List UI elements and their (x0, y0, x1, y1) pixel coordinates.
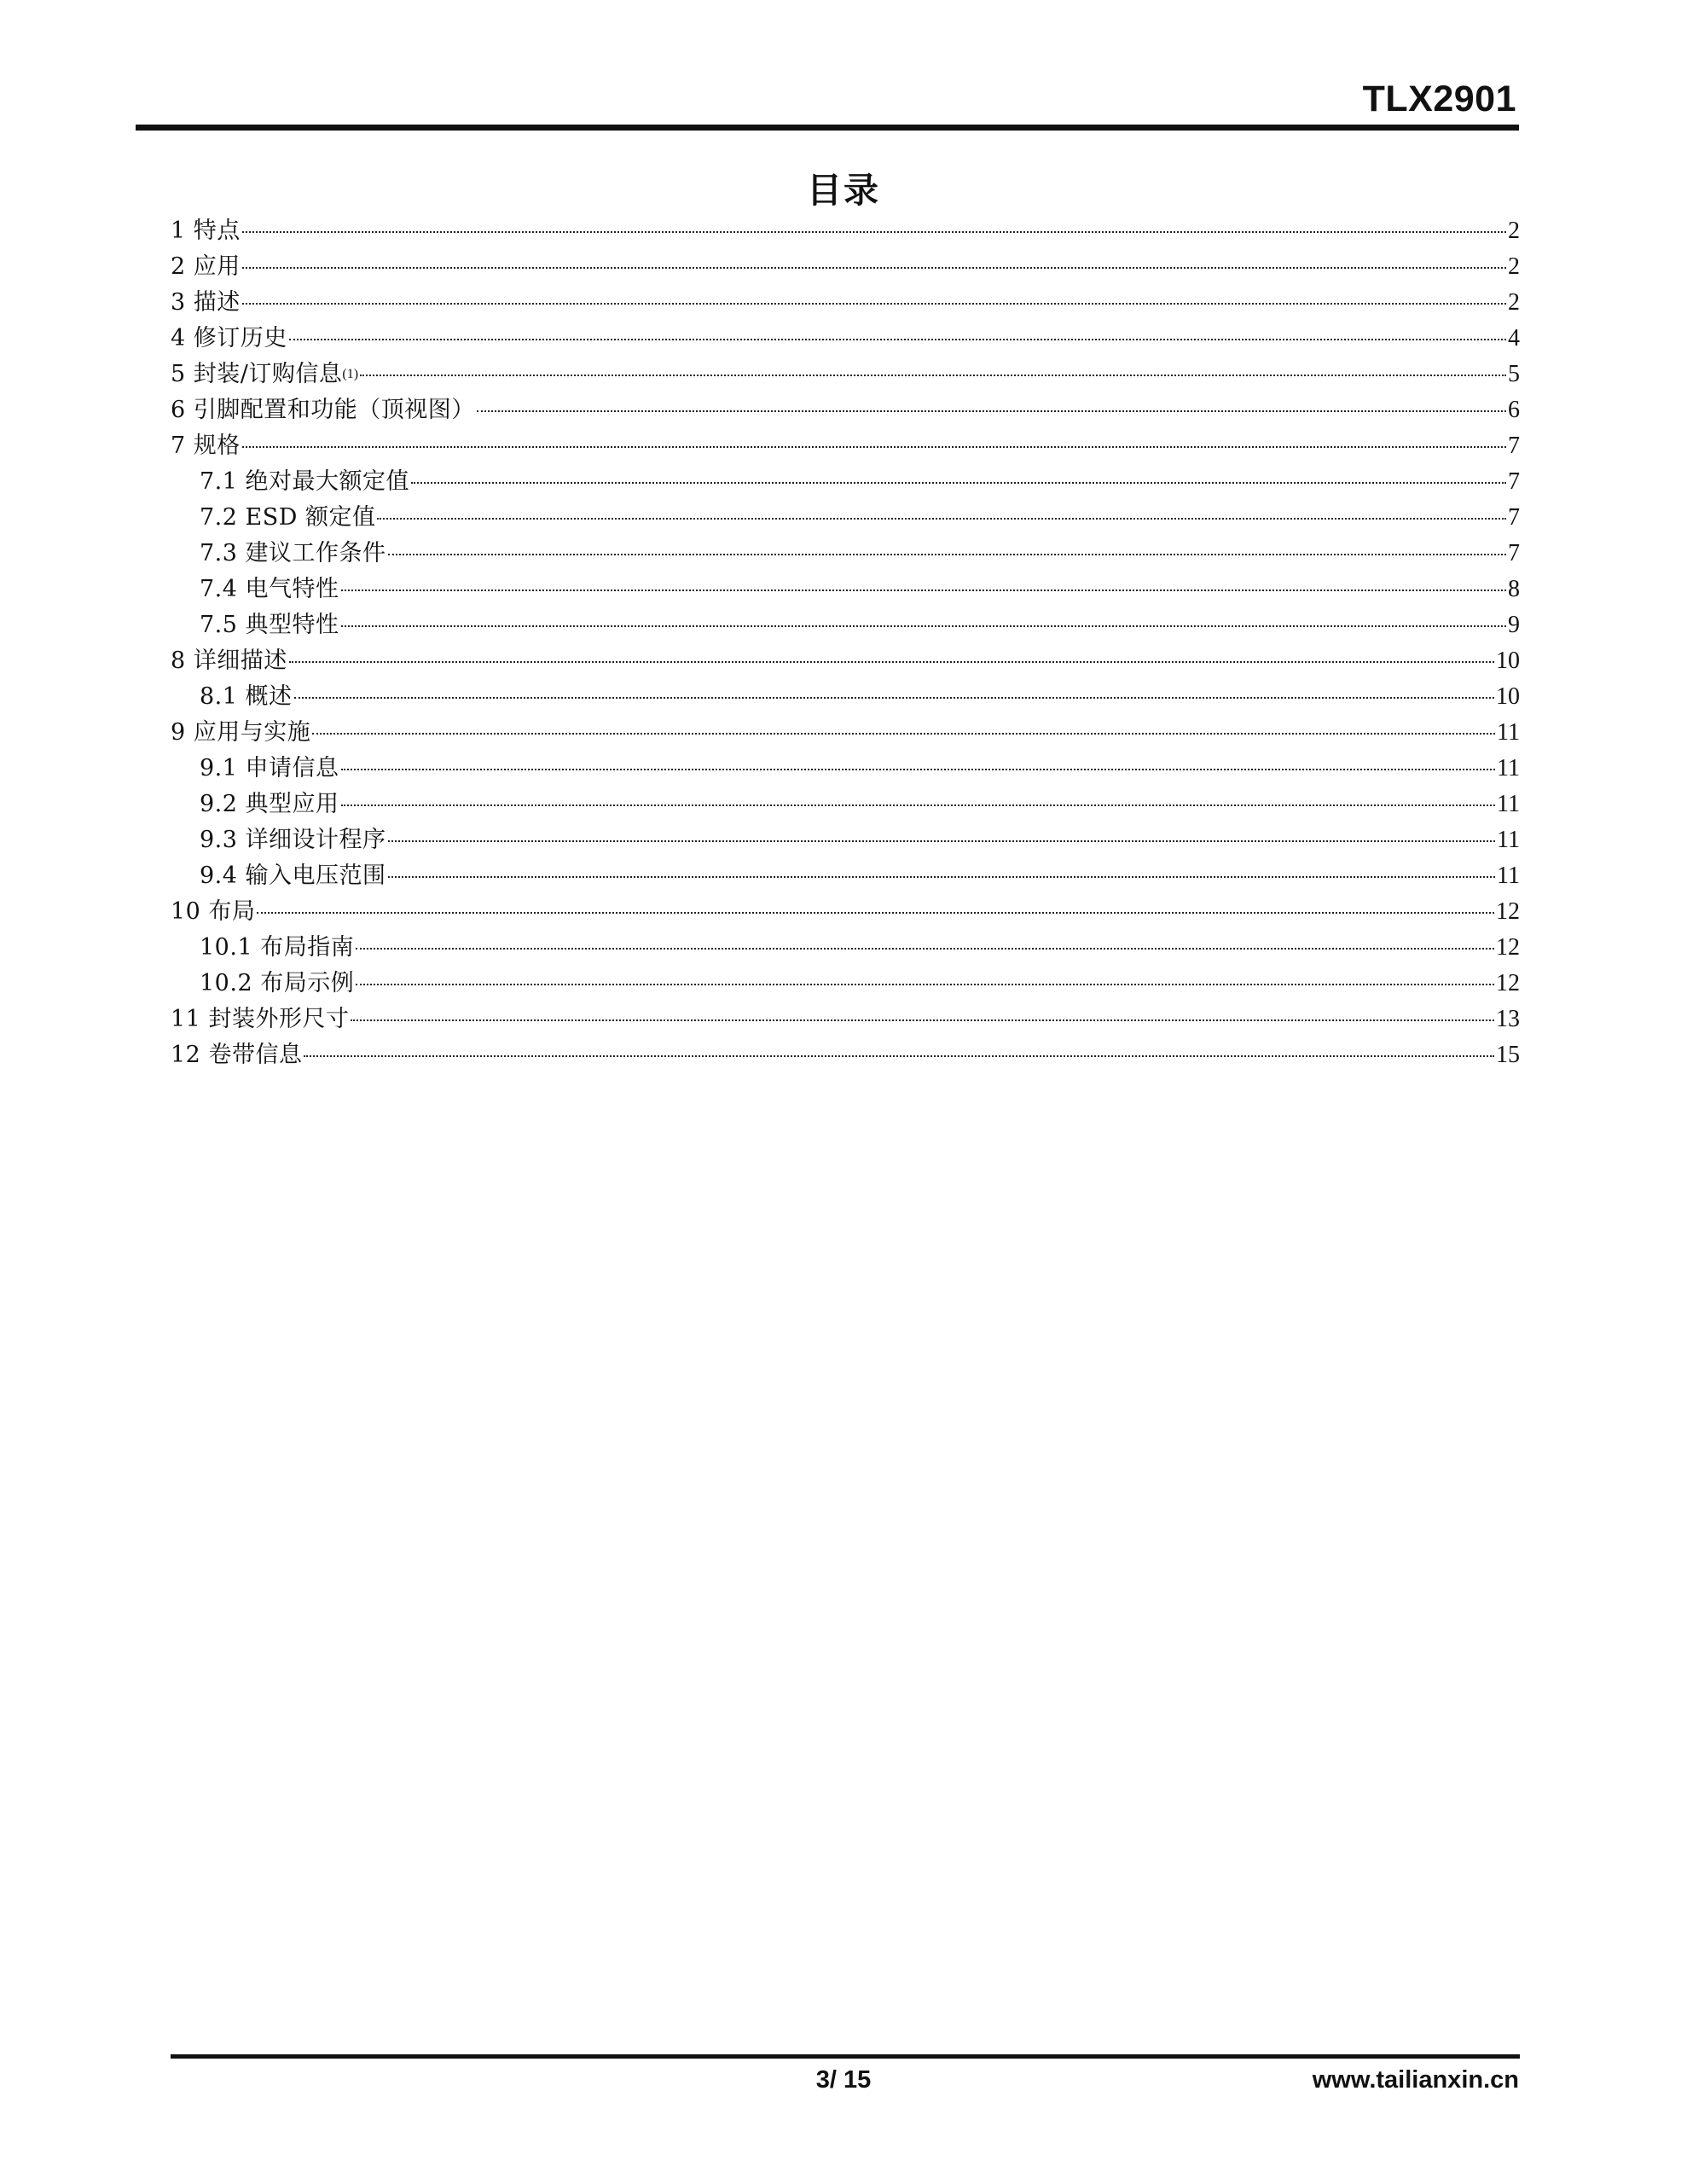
toc-entry-page: 9 (1508, 612, 1520, 638)
toc-dot-leader (351, 1019, 1494, 1021)
toc-entry[interactable] (171, 285, 1520, 321)
toc-heading: 目录 (807, 170, 880, 211)
toc-entry-label: 10.1 布局指南 (200, 934, 355, 961)
footer-divider (171, 2054, 1520, 2059)
document-part-number: TLX2901 (1362, 78, 1516, 119)
toc-entry-label: 7.5 典型特性 (200, 612, 339, 638)
toc-entry-page: 10 (1496, 648, 1520, 674)
toc-entry[interactable] (171, 894, 1520, 930)
toc-dot-leader (341, 625, 1506, 627)
website-link[interactable]: www.tailianxin.cn (1312, 2066, 1519, 2094)
toc-entry-page: 2 (1508, 218, 1520, 244)
toc-entry-page: 4 (1508, 325, 1520, 351)
toc-entry-page: 12 (1496, 934, 1520, 961)
toc-entry[interactable] (171, 321, 1520, 357)
toc-entry[interactable] (171, 966, 1520, 1002)
toc-entry-label: 7.2 ESD 额定值 (200, 504, 376, 531)
toc-entry[interactable] (171, 536, 1520, 572)
toc-entry-label: 11 封装外形尺寸 (171, 1006, 350, 1032)
toc-dot-leader (356, 948, 1494, 950)
toc-dot-leader (388, 876, 1496, 878)
toc-entry-label: 5 封装/订购信息 (171, 361, 343, 387)
toc-entry[interactable] (171, 858, 1520, 894)
toc-entry-label: 7.3 建议工作条件 (200, 540, 386, 566)
toc-entry[interactable] (171, 751, 1520, 787)
toc-entry-label: 9 应用与实施 (171, 719, 311, 746)
toc-entry[interactable] (171, 572, 1520, 607)
toc-entry-label: 7.4 电气特性 (200, 576, 339, 602)
toc-entry[interactable] (171, 643, 1520, 679)
toc-dot-leader (341, 590, 1506, 591)
toc-dot-leader (388, 554, 1506, 555)
toc-dot-leader (242, 267, 1506, 269)
toc-dot-leader (341, 769, 1496, 770)
toc-dot-leader (242, 446, 1506, 448)
toc-dot-leader (294, 697, 1494, 699)
toc-entry-page: 12 (1496, 970, 1520, 996)
toc-entry-label: 9.2 典型应用 (200, 791, 339, 817)
toc-entry-page: 7 (1508, 540, 1520, 566)
toc-entry-label: 12 卷带信息 (171, 1042, 303, 1068)
toc-entry-page: 13 (1496, 1006, 1520, 1032)
toc-entry[interactable] (171, 249, 1520, 285)
toc-entry-page: 11 (1497, 719, 1520, 746)
toc-dot-leader (312, 733, 1495, 735)
toc-entry-page: 7 (1508, 468, 1520, 495)
toc-entry-label: 7 规格 (171, 433, 241, 459)
toc-entry[interactable]: 5 封装/订购信息 $^{(1)}$ 5 (171, 357, 1520, 392)
toc-entry-label: 2 应用 (171, 253, 241, 280)
toc-entry-label: 8 详细描述 (171, 648, 287, 674)
toc-entry[interactable] (171, 464, 1520, 500)
toc-entry-page: 5 (1508, 361, 1520, 387)
page-number: 3/ 15 (815, 2066, 872, 2094)
toc-entry[interactable] (171, 500, 1520, 536)
toc-entry-page: 2 (1508, 253, 1520, 280)
toc-entry[interactable] (171, 822, 1520, 858)
toc-dot-leader (242, 231, 1506, 233)
toc-entry-label: 6 引脚配置和功能（顶视图） (171, 397, 475, 423)
toc-entry-page: 7 (1508, 504, 1520, 531)
toc-dot-leader (377, 518, 1506, 520)
toc-entry-label: 8.1 概述 (200, 683, 293, 710)
toc-entry[interactable] (171, 715, 1520, 751)
toc-entry[interactable] (171, 1037, 1520, 1073)
header-divider (136, 125, 1519, 131)
toc-entry-page: 10 (1496, 683, 1520, 710)
toc-entry[interactable] (171, 213, 1520, 249)
toc-entry-label: 4 修订历史 (171, 325, 287, 351)
toc-dot-leader (289, 339, 1506, 340)
toc-dot-leader (341, 804, 1496, 806)
toc-entry-label: 9.3 详细设计程序 (200, 827, 386, 853)
toc-entry-page: 11 (1497, 863, 1520, 889)
toc-entry[interactable] (171, 930, 1520, 966)
toc-entry-page: 11 (1497, 827, 1520, 853)
toc-entry-page: 7 (1508, 433, 1520, 459)
toc-entry-page: 2 (1508, 289, 1520, 316)
toc-entry-page: 11 (1497, 755, 1520, 781)
toc-entry-page: 6 (1508, 397, 1520, 423)
toc-entry-label: 1 特点 (171, 218, 241, 244)
table-of-contents (171, 213, 1520, 1073)
toc-entry[interactable] (171, 392, 1520, 428)
toc-entry-label: 9.4 输入电压范围 (200, 863, 386, 889)
toc-entry[interactable] (171, 428, 1520, 464)
toc-dot-leader (360, 375, 1506, 376)
toc-entry-label: 10 布局 (171, 898, 256, 925)
toc-dot-leader (242, 303, 1506, 305)
toc-entry-page: 12 (1496, 898, 1520, 925)
toc-dot-leader (388, 840, 1496, 842)
toc-dot-leader (304, 1055, 1494, 1057)
toc-entry-page: 8 (1508, 576, 1520, 602)
toc-dot-leader (257, 912, 1494, 914)
toc-entry[interactable] (171, 787, 1520, 822)
toc-entry-label: 3 描述 (171, 289, 241, 316)
toc-entry-page: 15 (1496, 1042, 1520, 1068)
toc-entry-page: 11 (1497, 791, 1520, 817)
toc-entry-label: 7.1 绝对最大额定值 (200, 468, 410, 495)
toc-entry[interactable] (171, 679, 1520, 715)
toc-entry-label: 9.1 申请信息 (200, 755, 339, 781)
toc-dot-leader (356, 984, 1494, 985)
toc-entry-label: 10.2 布局示例 (200, 970, 355, 996)
toc-dot-leader (411, 482, 1506, 484)
toc-entry[interactable] (171, 1002, 1520, 1037)
toc-dot-leader (477, 410, 1506, 412)
toc-dot-leader (289, 661, 1494, 663)
toc-entry[interactable] (171, 607, 1520, 643)
